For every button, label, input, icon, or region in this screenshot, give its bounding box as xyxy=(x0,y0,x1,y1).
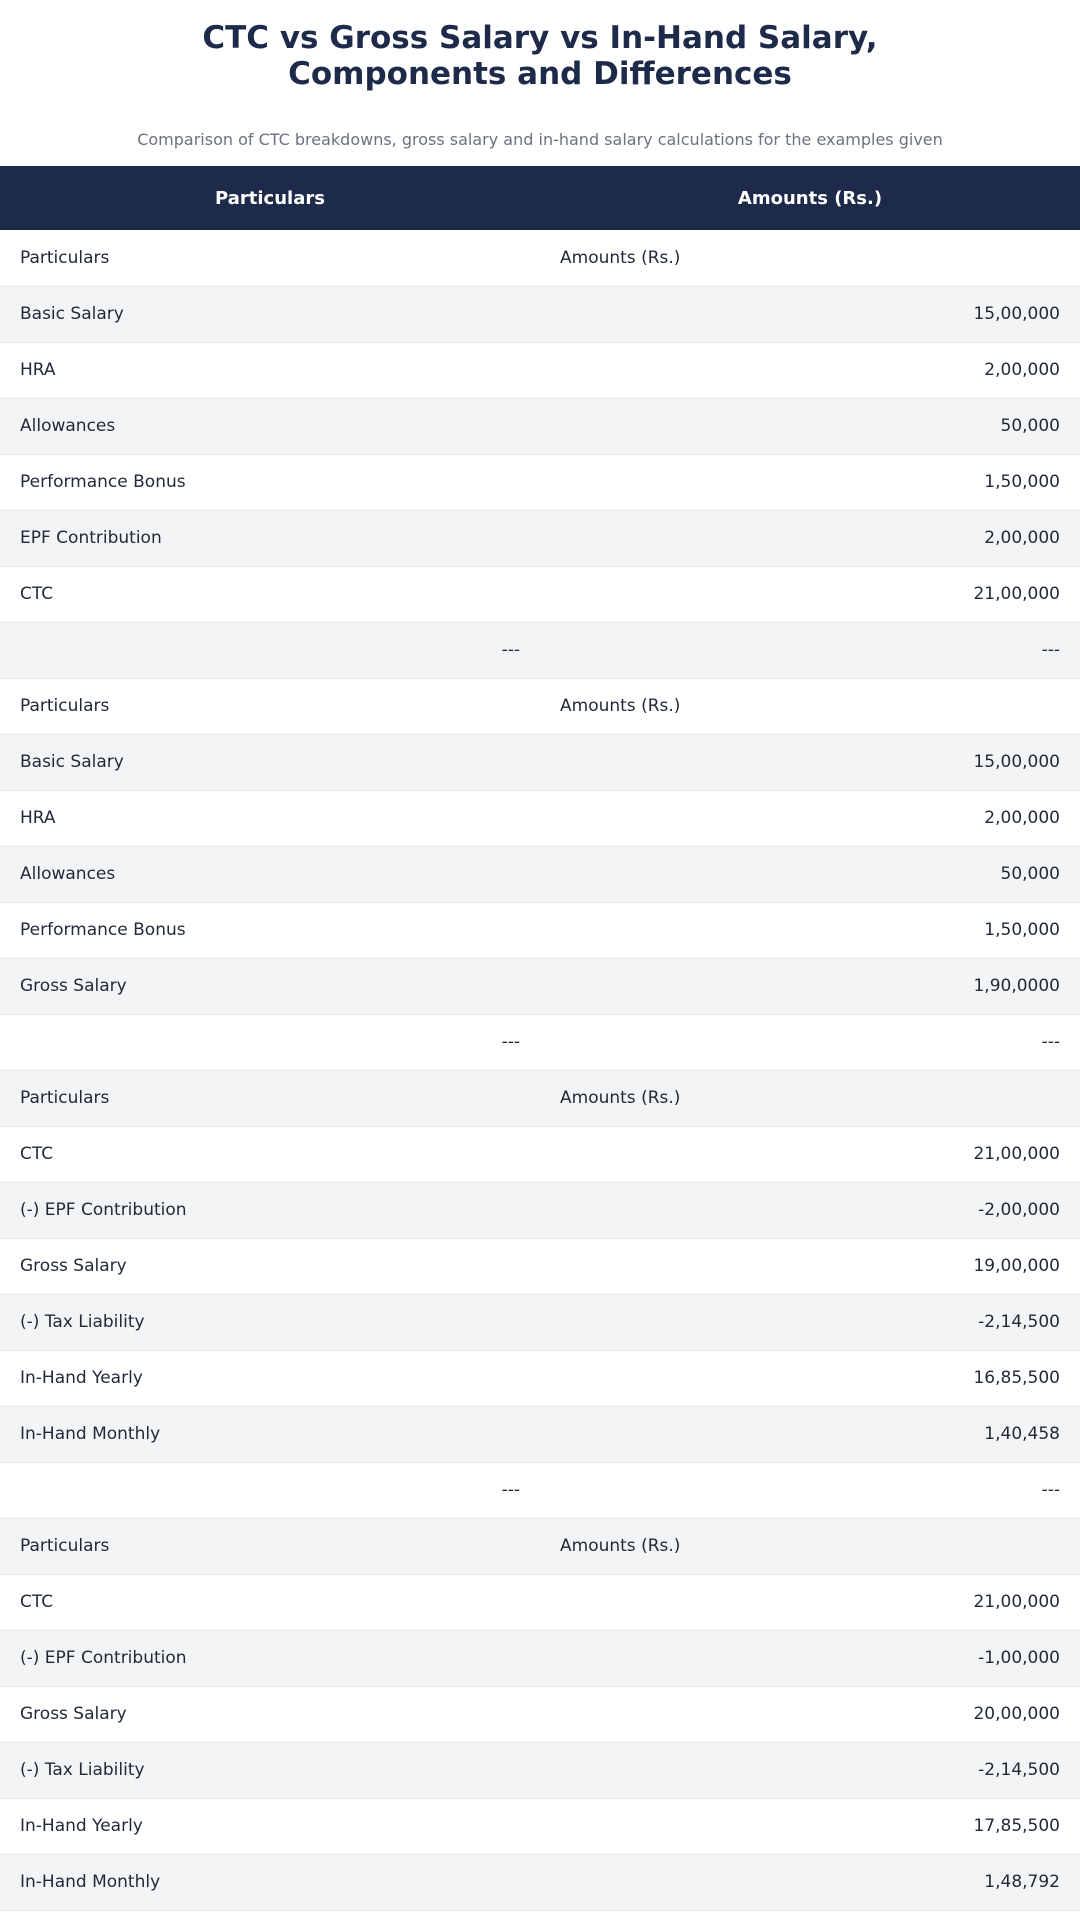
cell-amount: Amounts (Rs.) xyxy=(560,1536,681,1556)
cell-particulars: (-) EPF Contribution xyxy=(20,1648,187,1668)
cell-amount: 16,85,500 xyxy=(973,1368,1060,1388)
cell-amount: -2,14,500 xyxy=(978,1760,1060,1780)
cell-amount: --- xyxy=(1041,640,1060,660)
table-row xyxy=(0,1742,1080,1798)
cell-amount: 1,48,792 xyxy=(984,1872,1060,1892)
cell-amount: Amounts (Rs.) xyxy=(560,1088,681,1108)
cell-particulars: Performance Bonus xyxy=(20,472,186,492)
cell-amount: 15,00,000 xyxy=(973,304,1060,324)
table-row xyxy=(0,510,1080,566)
cell-amount: 1,50,000 xyxy=(984,472,1060,492)
cell-particulars: Basic Salary xyxy=(20,304,124,324)
table-row xyxy=(0,958,1080,1014)
cell-amount: 1,90,0000 xyxy=(973,976,1060,996)
table-header xyxy=(0,166,1080,230)
cell-amount: 50,000 xyxy=(1000,864,1060,884)
cell-particulars: --- xyxy=(501,1032,520,1052)
page-title xyxy=(0,20,1080,92)
table-row xyxy=(0,790,1080,846)
table-row xyxy=(0,1854,1080,1910)
cell-particulars: In-Hand Yearly xyxy=(20,1816,143,1836)
table-header-row xyxy=(0,166,1080,230)
cell-particulars: (-) Tax Liability xyxy=(20,1760,145,1780)
table-row xyxy=(0,1630,1080,1686)
cell-particulars: In-Hand Yearly xyxy=(20,1368,143,1388)
column-header-particulars: Particulars xyxy=(215,187,325,209)
table-row xyxy=(0,1350,1080,1406)
cell-amount: -2,14,500 xyxy=(978,1312,1060,1332)
table-row xyxy=(0,1126,1080,1182)
cell-particulars: Particulars xyxy=(20,247,110,268)
cell-amount: 21,00,000 xyxy=(973,1592,1060,1612)
cell-amount: 2,00,000 xyxy=(984,528,1060,548)
cell-particulars: Basic Salary xyxy=(20,752,124,772)
table-row xyxy=(0,454,1080,510)
separator-row xyxy=(0,1462,1080,1518)
page-subtitle: Comparison of CTC breakdowns, gross salary and in-hand salary calculations for the examples given xyxy=(137,130,943,149)
cell-particulars: --- xyxy=(501,1480,520,1500)
title-block xyxy=(0,0,1080,120)
cell-particulars: Particulars xyxy=(20,1088,110,1108)
cell-amount: Amounts (Rs.) xyxy=(560,247,681,268)
table-row xyxy=(0,398,1080,454)
cell-particulars: --- xyxy=(501,640,520,660)
table-row xyxy=(0,286,1080,342)
salary-table xyxy=(0,166,1080,1911)
cell-amount: 15,00,000 xyxy=(973,752,1060,772)
table-row xyxy=(0,1182,1080,1238)
cell-particulars: (-) EPF Contribution xyxy=(20,1200,187,1220)
cell-amount: 21,00,000 xyxy=(973,1144,1060,1164)
cell-amount: -2,00,000 xyxy=(978,1200,1060,1220)
column-header-amounts: Amounts (Rs.) xyxy=(737,187,883,209)
cell-particulars: Gross Salary xyxy=(20,1704,127,1724)
table-row xyxy=(0,1574,1080,1630)
cell-particulars: In-Hand Monthly xyxy=(20,1424,161,1444)
table-row xyxy=(0,1406,1080,1462)
cell-particulars: HRA xyxy=(20,808,56,828)
cell-amount: Amounts (Rs.) xyxy=(560,696,681,716)
cell-particulars: CTC xyxy=(20,1592,54,1612)
table-row xyxy=(0,846,1080,902)
table-row xyxy=(0,1294,1080,1350)
cell-amount: 17,85,500 xyxy=(973,1816,1060,1836)
cell-particulars: CTC xyxy=(20,1144,54,1164)
table-row xyxy=(0,566,1080,622)
table-row xyxy=(0,342,1080,398)
cell-amount: --- xyxy=(1041,1032,1060,1052)
table-body xyxy=(0,230,1080,1910)
table-row xyxy=(0,1798,1080,1854)
page-title-line-1: CTC vs Gross Salary vs In-Hand Salary, xyxy=(202,20,878,56)
table-row xyxy=(0,1238,1080,1294)
cell-particulars: Performance Bonus xyxy=(20,920,186,940)
subheader-row xyxy=(0,1518,1080,1574)
cell-particulars: Allowances xyxy=(20,864,116,884)
cell-particulars: Gross Salary xyxy=(20,1256,127,1276)
cell-amount: 1,40,458 xyxy=(984,1424,1060,1444)
cell-amount: 19,00,000 xyxy=(973,1256,1060,1276)
cell-particulars: CTC xyxy=(20,584,54,604)
subheader-row xyxy=(0,230,1080,286)
subheader-row xyxy=(0,1070,1080,1126)
page-title-line-2: Components and Differences xyxy=(288,56,792,92)
cell-particulars: Particulars xyxy=(20,1536,110,1556)
separator-row xyxy=(0,1014,1080,1070)
cell-amount: 1,50,000 xyxy=(984,920,1060,940)
cell-particulars: (-) Tax Liability xyxy=(20,1312,145,1332)
cell-particulars: Allowances xyxy=(20,416,116,436)
cell-amount: 50,000 xyxy=(1000,416,1060,436)
cell-particulars: EPF Contribution xyxy=(20,528,162,548)
cell-particulars: In-Hand Monthly xyxy=(20,1872,161,1892)
cell-amount: 2,00,000 xyxy=(984,808,1060,828)
table-row xyxy=(0,902,1080,958)
cell-particulars: Particulars xyxy=(20,696,110,716)
cell-particulars: HRA xyxy=(20,360,56,380)
separator-row xyxy=(0,622,1080,678)
cell-amount: 21,00,000 xyxy=(973,584,1060,604)
table-row xyxy=(0,734,1080,790)
cell-amount: -1,00,000 xyxy=(978,1648,1060,1668)
cell-amount: 20,00,000 xyxy=(973,1704,1060,1724)
cell-amount: --- xyxy=(1041,1480,1060,1500)
cell-particulars: Gross Salary xyxy=(20,976,127,996)
cell-amount: 2,00,000 xyxy=(984,360,1060,380)
table-row xyxy=(0,1686,1080,1742)
subheader-row xyxy=(0,678,1080,734)
